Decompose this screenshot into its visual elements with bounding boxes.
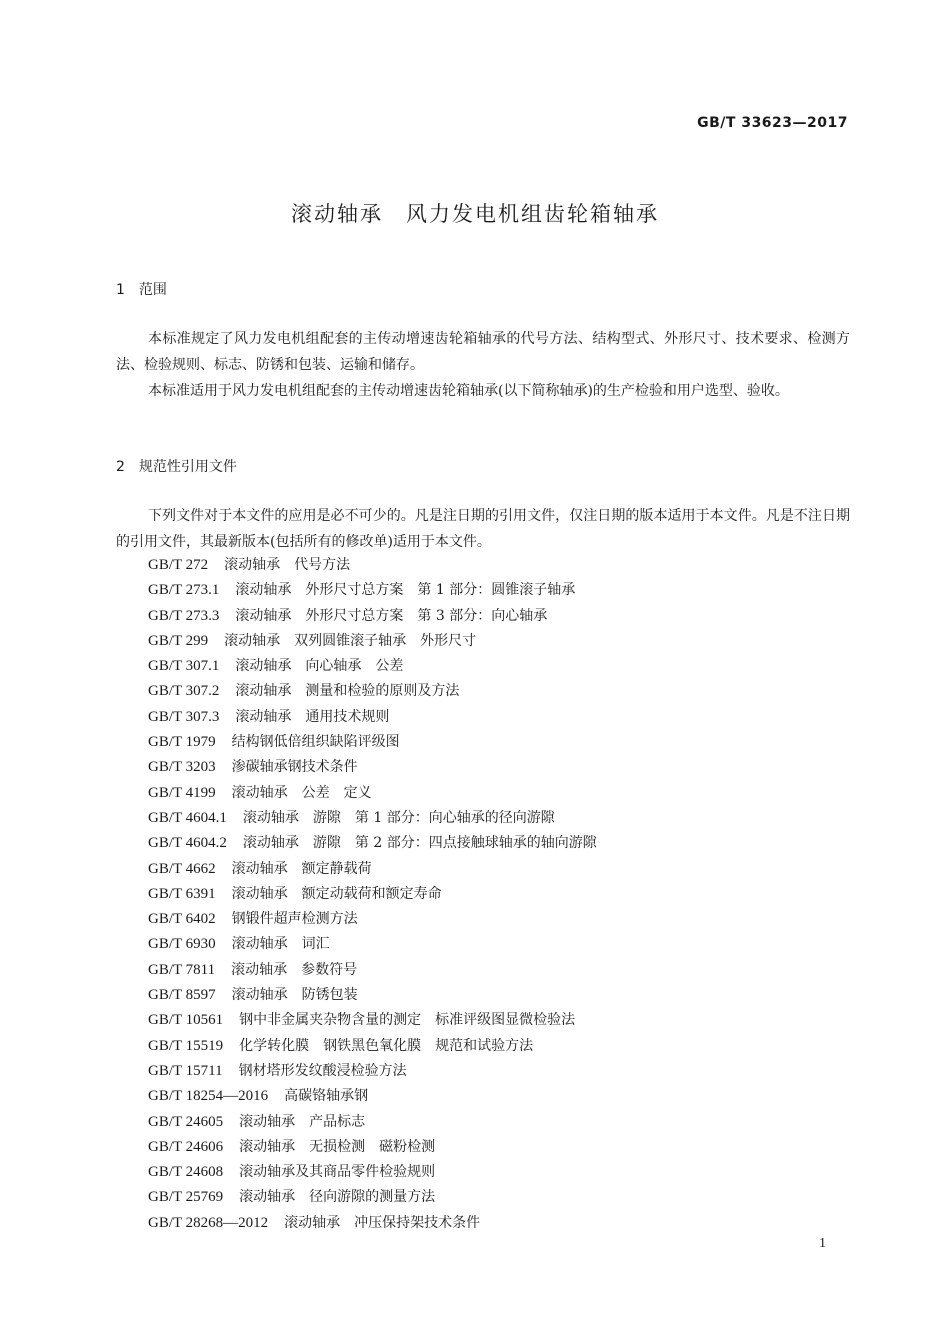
reference-code: GB/T 24608: [148, 1164, 224, 1181]
reference-item: [148, 1087, 597, 1112]
reference-item: [148, 632, 597, 657]
reference-title: 滚动轴承 外形尺寸总方案 第 1 部分：圆锥滚子轴承: [235, 582, 576, 599]
reference-title: 渗碳轴承钢技术条件: [231, 759, 358, 776]
reference-title: 滚动轴承 代号方法: [224, 557, 351, 573]
reference-title: 化学转化膜 钢铁黑色氧化膜 规范和试验方法: [239, 1037, 534, 1054]
reference-item: [148, 809, 597, 834]
reference-title: 滚动轴承 公差 定义: [231, 784, 372, 801]
reference-title: 结构钢低倍组织缺陷评级图: [231, 734, 400, 751]
reference-item: [148, 708, 597, 733]
reference-item: [148, 961, 597, 986]
reference-code: GB/T 307.2: [148, 683, 220, 700]
reference-code: GB/T 6930: [148, 936, 216, 953]
reference-code: GB/T 24606: [148, 1138, 224, 1155]
reference-code: GB/T 4199: [148, 784, 216, 801]
section-2-paragraph-1: 下列文件对于本文件的应用是必不可少的。凡是注日期的引用文件，仅注日期的版本适用于本文件。凡是不注日期的引用文件，其最新版本(包括所有的修改单)适用于本文件。: [116, 508, 850, 550]
reference-title: 滚动轴承 参数符号: [231, 961, 358, 978]
reference-title: 滚动轴承 外形尺寸总方案 第 3 部分：向心轴承: [235, 607, 548, 624]
reference-item: [148, 657, 597, 682]
reference-code: GB/T 307.3: [148, 708, 220, 725]
reference-title: 滚动轴承 径向游隙的测量方法: [239, 1189, 436, 1206]
reference-item: [148, 1011, 597, 1036]
section-1-paragraph-2: 本标准适用于风力发电机组配套的主传动增速齿轮箱轴承(以下简称轴承)的生产检验和用户选型、验收。: [148, 383, 789, 399]
reference-title: 滚动轴承 产品标志: [239, 1113, 366, 1130]
reference-item: [148, 733, 597, 758]
reference-code: GB/T 272: [148, 557, 209, 573]
reference-code: GB/T 24605: [148, 1113, 224, 1130]
reference-code: GB/T 1979: [148, 734, 216, 751]
reference-code: GB/T 3203: [148, 759, 216, 776]
reference-title: 滚动轴承 冲压保持架技术条件: [284, 1214, 481, 1231]
reference-item: [148, 581, 597, 606]
page-number: 1: [819, 1236, 826, 1251]
reference-item: [148, 860, 597, 885]
reference-code: GB/T 28268—2012: [148, 1214, 269, 1231]
reference-item: [148, 607, 597, 632]
reference-title: 滚动轴承 防锈包装: [231, 987, 358, 1004]
standard-code: GB/T 33623—2017: [697, 115, 848, 131]
section-1-heading: 1 范围: [116, 282, 167, 298]
reference-item: [148, 1163, 597, 1188]
reference-title: 滚动轴承 测量和检验的原则及方法: [235, 683, 460, 700]
reference-item: [148, 784, 597, 809]
reference-item: [148, 556, 597, 581]
reference-code: GB/T 15711: [148, 1062, 223, 1079]
reference-list: [148, 556, 597, 1239]
reference-code: GB/T 273.3: [148, 607, 220, 624]
reference-code: GB/T 4662: [148, 860, 216, 877]
reference-code: GB/T 8597: [148, 987, 216, 1004]
reference-title: 滚动轴承 向心轴承 公差: [235, 658, 404, 675]
reference-code: GB/T 7811: [148, 961, 216, 978]
reference-code: GB/T 273.1: [148, 582, 220, 599]
section-2-heading: 2 规范性引用文件: [116, 459, 237, 475]
reference-code: GB/T 299: [148, 632, 209, 649]
reference-item: [148, 834, 597, 859]
reference-item: [148, 758, 597, 783]
reference-code: GB/T 307.1: [148, 658, 220, 675]
reference-title: 滚动轴承 额定动载荷和额定寿命: [231, 885, 442, 902]
reference-title: 滚动轴承 游隙 第 1 部分：向心轴承的径向游隙: [242, 809, 555, 826]
reference-title: 滚动轴承 词汇: [231, 936, 330, 953]
reference-item: [148, 935, 597, 960]
reference-item: [148, 1138, 597, 1163]
section-1-paragraph-1: 本标准规定了风力发电机组配套的主传动增速齿轮箱轴承的代号方法、结构型式、外形尺寸、技术要求、检测方法、检验规则、标志、防锈和包装、运输和储存。: [116, 331, 850, 373]
reference-code: GB/T 6402: [148, 911, 216, 928]
reference-item: [148, 1062, 597, 1087]
reference-code: GB/T 25769: [148, 1189, 224, 1206]
reference-title: 滚动轴承 双列圆锥滚子轴承 外形尺寸: [224, 632, 477, 649]
reference-title: 钢锻件超声检测方法: [231, 911, 358, 928]
reference-code: GB/T 15519: [148, 1037, 224, 1054]
reference-title: 滚动轴承 额定静载荷: [231, 860, 372, 877]
reference-title: 滚动轴承 通用技术规则: [235, 708, 390, 725]
reference-code: GB/T 6391: [148, 885, 216, 902]
reference-title: 滚动轴承 游隙 第 2 部分：四点接触球轴承的轴向游隙: [242, 835, 597, 852]
document-title: 滚动轴承 风力发电机组齿轮箱轴承: [291, 202, 659, 226]
reference-item: [148, 1113, 597, 1138]
reference-title: 高碳铬轴承钢: [284, 1088, 369, 1105]
reference-item: [148, 1214, 597, 1239]
reference-code: GB/T 4604.1: [148, 809, 227, 826]
reference-item: [148, 910, 597, 935]
reference-item: [148, 1037, 597, 1062]
reference-title: 滚动轴承及其商品零件检验规则: [239, 1164, 436, 1181]
reference-item: [148, 986, 597, 1011]
reference-code: GB/T 18254—2016: [148, 1088, 269, 1105]
reference-title: 钢材塔形发纹酸浸检验方法: [238, 1062, 407, 1079]
reference-title: 钢中非金属夹杂物含量的测定 标准评级图显微检验法: [239, 1012, 576, 1029]
reference-code: GB/T 4604.2: [148, 835, 227, 852]
reference-item: [148, 1188, 597, 1213]
reference-code: GB/T 10561: [148, 1012, 224, 1029]
reference-item: [148, 885, 597, 910]
reference-item: [148, 682, 597, 707]
reference-title: 滚动轴承 无损检测 磁粉检测: [239, 1138, 436, 1155]
